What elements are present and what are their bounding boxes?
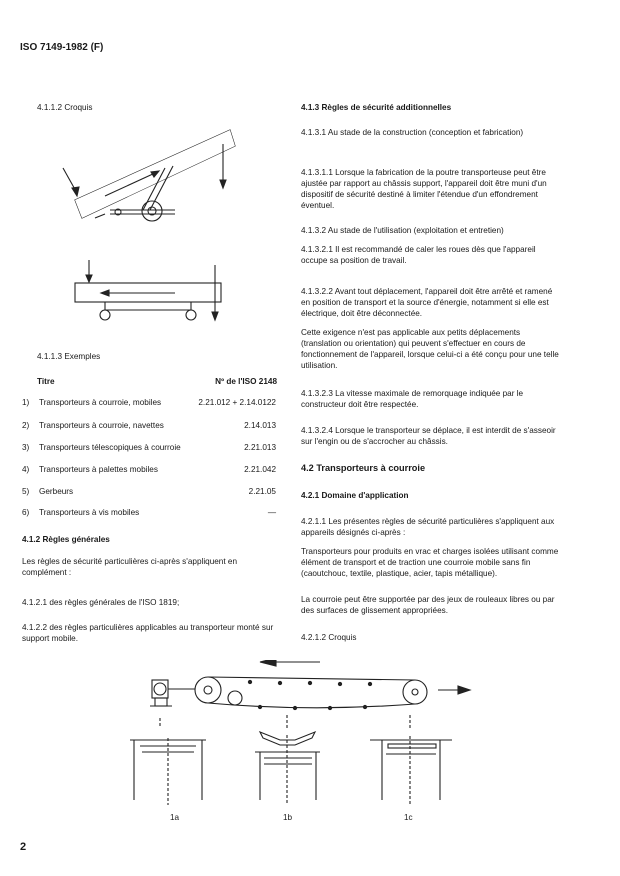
sketch-mobile-conveyor-top [65, 260, 235, 335]
figure-label-1c: 1c [404, 813, 413, 822]
table-header-ref: Nº de l'ISO 2148 [215, 377, 277, 386]
table-row: 1) Transporteurs à courroie, mobiles 2.21.012 + 2.14.0122 [22, 398, 276, 407]
section-412-heading: 4.1.2 Règles générales [22, 535, 110, 544]
section-4113-heading: 4.1.1.3 Exemples [37, 352, 101, 361]
section-41324-text: 4.1.3.2.4 Lorsque le transporteur se déplace, il est interdit de s'asseoir sur l'engin ou de s'accrocher au châssis. [301, 426, 556, 446]
page-number: 2 [20, 841, 27, 853]
section-4122-text: 4.1.2.2 des règles particulières applicables au transporteur monté sur support mobile. [22, 623, 274, 643]
figure-label-1a: 1a [170, 813, 180, 822]
table-row: 6) Transporteurs à vis mobiles — [22, 508, 276, 517]
section-412-intro: Les règles de sécurité particulières ci-après s'appliquent en complément : [22, 557, 238, 577]
table-header-title: Titre [37, 377, 55, 386]
section-41323-text: 4.1.3.2.3 La vitesse maximale de remorquage indiquée par le constructeur doit être respectée. [301, 389, 524, 409]
section-4211-text: 4.2.1.1 Les présentes règles de sécurité particulières s'appliquent aux appareils désignés ci-après : [301, 517, 555, 537]
sketch-belt-conveyor [120, 660, 490, 820]
document-code: ISO 7149-1982 (F) [20, 42, 104, 53]
section-4132-heading: 4.1.3.2 Au stade de l'utilisation (exploitation et entretien) [301, 226, 504, 235]
section-421-heading: 4.2.1 Domaine d'application [301, 491, 409, 500]
section-4121-text: 4.1.2.1 des règles générales de l'ISO 1819; [22, 598, 180, 607]
section-41321-text: 4.1.3.2.1 Il est recommandé de caler les roues dès que l'appareil occupe sa position de travail. [301, 245, 536, 265]
section-4112-heading: 4.1.1.2 Croquis [37, 103, 93, 112]
table-row: 3) Transporteurs télescopiques à courroie 2.21.013 [22, 443, 276, 452]
section-413-heading: 4.1.3 Règles de sécurité additionnelles [301, 103, 452, 112]
section-4211-description: Transporteurs pour produits en vrac et charges isolées utilisant comme élément de transport et de traction une courroie mobile sans fin (caoutchouc, textile, plastique, acier, tapis métallique). [301, 547, 559, 578]
section-4211-note: La courroie peut être supportée par des jeux de rouleaux libres ou par des surfaces de glissement appropriées. [301, 595, 555, 615]
section-4131-heading: 4.1.3.1 Au stade de la construction (conception et fabrication) [301, 128, 524, 137]
section-4212-heading: 4.2.1.2 Croquis [301, 633, 357, 642]
section-41322-note: Cette exigence n'est pas applicable aux petits déplacements (translation ou orientation) qui peuvent s'effectuer en cours de fonctionnement de l'appareil, lorsque celui-ci a été conçu pour une telle utilisation. [301, 328, 559, 370]
table-row: 2) Transporteurs à courroie, navettes 2.14.013 [22, 421, 276, 430]
section-42-heading: 4.2 Transporteurs à courroie [301, 463, 426, 473]
sketch-mobile-conveyor-side [55, 118, 245, 253]
figure-label-1b: 1b [283, 813, 293, 822]
table-row: 5) Gerbeurs 2.21.05 [22, 487, 276, 496]
section-41322-text: 4.1.3.2.2 Avant tout déplacement, l'appareil doit être arrêté et ramené en position de transport et la source d'énergie, notamment si elle est électrique, doit être déconnectée. [301, 287, 553, 318]
table-row: 4) Transporteurs à palettes mobiles 2.21.042 [22, 465, 276, 474]
section-41311-text: 4.1.3.1.1 Lorsque la fabrication de la poutre transporteuse peut être ajustée par rapport au châssis support, l'appareil doit être muni d'un dispositif de sécurité destiné à limiter l'étendue d'un effondrement éventuel. [301, 168, 547, 210]
